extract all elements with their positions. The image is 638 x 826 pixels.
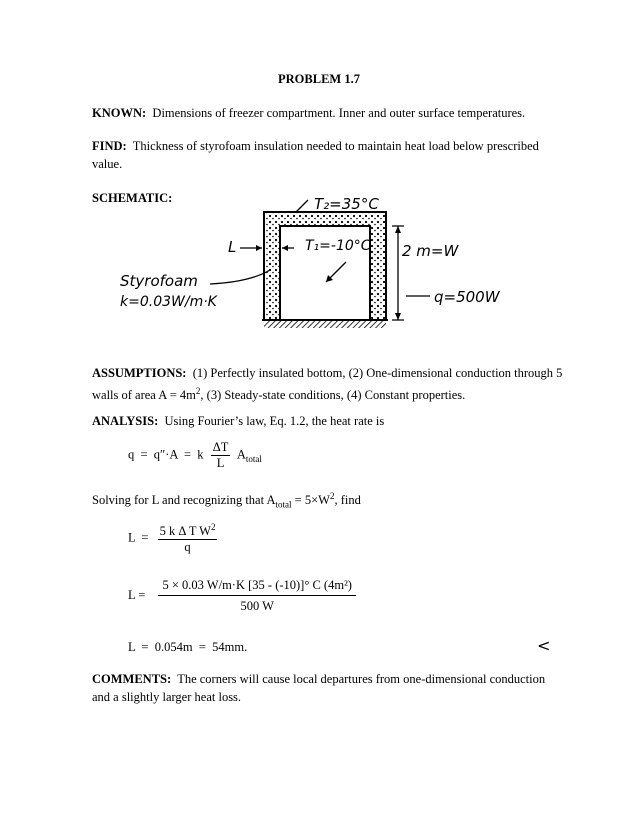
assumptions-label: ASSUMPTIONS: bbox=[92, 366, 187, 380]
analysis-section bbox=[92, 412, 572, 430]
solving-sup: 2 bbox=[329, 491, 335, 501]
width-label: 2 m=W bbox=[402, 242, 459, 260]
find-text: Thickness of styrofoam insulation needed to maintain heat load below prescribed value. bbox=[92, 139, 539, 171]
find-label: FIND: bbox=[92, 139, 127, 153]
analysis-text: Using Fourier’s law, Eq. 1.2, the heat rate is bbox=[164, 414, 385, 428]
comments-text: The corners will cause local departures from one-dimensional conduction and a slightly larger heat loss. bbox=[92, 672, 546, 704]
equation-2-sup: 2 bbox=[210, 522, 216, 532]
answer-check-mark: < bbox=[537, 636, 551, 655]
assumptions-superscript: 2 bbox=[195, 386, 201, 396]
equation-1 bbox=[128, 440, 262, 471]
equation-2-denominator: q bbox=[184, 540, 191, 555]
equation-4: L = 0.054m = 54mm. bbox=[128, 640, 248, 654]
solving-text-a: Solving for L and recognizing that A bbox=[92, 493, 276, 508]
equation-1-denominator: L bbox=[216, 456, 225, 470]
insulated-bottom bbox=[264, 320, 386, 328]
schematic-label: SCHEMATIC: bbox=[92, 191, 173, 205]
known-section bbox=[92, 104, 572, 122]
solving-text-b: = 5×W bbox=[291, 493, 330, 508]
l-label: L bbox=[228, 238, 237, 256]
analysis-label: ANALYSIS: bbox=[92, 414, 159, 428]
solving-text bbox=[92, 487, 572, 514]
known-text: Dimensions of freezer compartment. Inner and outer surface temperatures. bbox=[152, 106, 526, 120]
solving-text-c: , find bbox=[334, 493, 361, 508]
equation-3-lhs: L = bbox=[128, 587, 146, 602]
material-label: Styrofoam bbox=[120, 272, 198, 290]
equation-2-numerator: 5 k Δ T W bbox=[159, 524, 211, 539]
solving-sub: total bbox=[275, 499, 292, 510]
equation-1-lhs: q = q″·A = k bbox=[128, 447, 204, 462]
problem-title: PROBLEM 1.7 bbox=[278, 72, 360, 86]
equation-3-numerator: 5 × 0.03 W/m·K [35 - (-10)]° C (4m²) bbox=[158, 578, 356, 596]
known-label: KNOWN: bbox=[92, 106, 147, 120]
equation-2 bbox=[128, 522, 217, 555]
equation-1-numerator: ΔT bbox=[212, 440, 229, 454]
assumptions-text: (1) Perfectly insulated bottom, (2) One-dimensional conduction through 5 walls of area A = 4m bbox=[92, 366, 563, 403]
t1-label: T₁=-10°C bbox=[305, 238, 371, 254]
find-section bbox=[92, 137, 572, 173]
equation-2-lhs: L = bbox=[128, 530, 149, 545]
assumptions-section bbox=[92, 364, 572, 404]
assumptions-text-end: , (3) Steady-state conditions, (4) Constant properties. bbox=[200, 388, 466, 403]
equation-1-area: A bbox=[236, 447, 246, 462]
comments-section bbox=[92, 670, 562, 706]
comments-label: COMMENTS: bbox=[92, 672, 172, 686]
equation-3-denominator: 500 W bbox=[240, 599, 274, 613]
equation-1-area-sub: total bbox=[245, 453, 262, 464]
heat-load-label: q=500W bbox=[434, 288, 500, 306]
t2-label: T₂=35°C bbox=[314, 195, 379, 213]
conductivity-label: k=0.03W/m·K bbox=[120, 294, 217, 310]
equation-3 bbox=[128, 578, 356, 614]
